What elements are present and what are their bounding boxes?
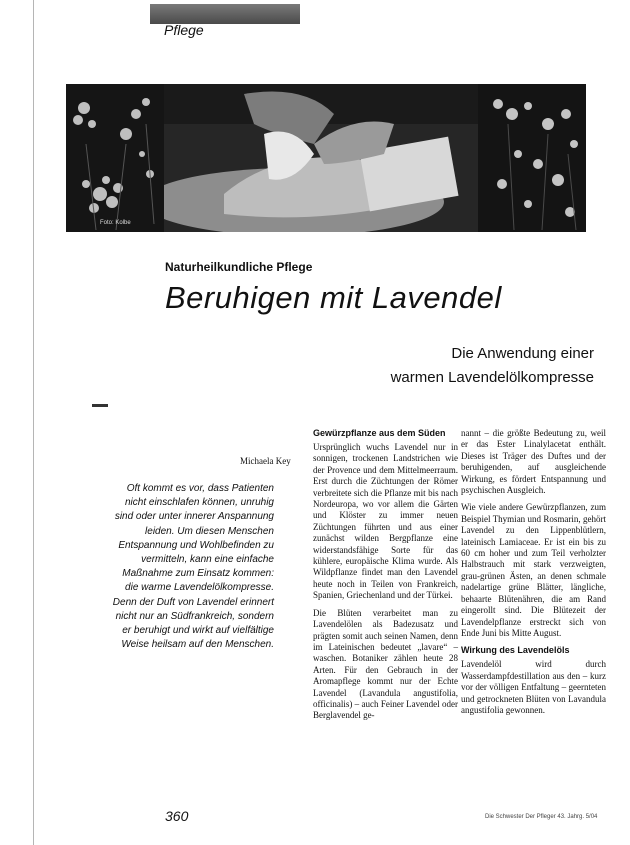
column-2-heading: Wirkung des Lavendelöls bbox=[461, 645, 570, 656]
article-kicker: Naturheilkundliche Pflege bbox=[165, 260, 313, 274]
scan-edge-line bbox=[33, 0, 34, 845]
article-author: Michaela Key bbox=[240, 456, 291, 466]
dash-mark-icon bbox=[92, 404, 108, 407]
article-lead: Oft kommt es vor, dass Patienten nicht einschlafen können, unruhig sind oder unter innerer Anspannung leiden. Um diesen Menschen Entspannung und Wohlbefinden zu vermitteln, kann eine einfache Maßnahme zum Einsatz kommen: die warme Lavendelölkompresse. Denn der Duft von Lavendel erinnert nicht nur an Südfrankreich, sondern er beruhigt und wirkt auf vielfältige Weise heilsam auf den Menschen. bbox=[112, 483, 274, 651]
page-number: 360 bbox=[165, 808, 189, 824]
column-1-paragraph-1: Ursprünglich wuchs Lavendel nur in sonnigen, trockenen Landstrichen wie der Provence und dem Mittelmeerraum. Erst durch die Züchtungen der Römer verbreitete sich die Pflanze mit bis nach Nordeuropa, wo vor allem die Gärten und Klöster zu immer neuen Züchtungen führten und aus einer zunächst wilden Bergpflanze eine widerstandsfähige Sorte für das kühlere, europäische Klima wurde. Als Wildpflanze findet man den Lavendel heute noch in Teilen von Frankreich, Spanien, Griechenland und der Türkei. bbox=[313, 442, 458, 601]
column-2-paragraph-1: nannt – die größte Bedeutung zu, weil er das Ester Linalylacetat enthält. Dieses ist Träger des Duftes und der beruhigenden, auf ausgleichende Wirkung, es fördert Entspannung und psychischen Ausgleich. bbox=[461, 428, 606, 496]
footer-source: Die Schwester Der Pfleger 43. Jahrg. 5/04 bbox=[485, 814, 598, 820]
photo-lavender-right bbox=[478, 84, 586, 232]
article-subtitle-line-2: warmen Lavendelölkompresse bbox=[390, 369, 594, 386]
article-column-1 bbox=[313, 428, 458, 728]
column-1-paragraph-2: Die Blüten verarbeitet man zu Lavendelölen als Badezusatz und prägten somit auch seinen Namen, denn im Lateinischen bedeutet „lavare“ – waschen. Botaniker zählen heute 28 Arten. Für den Gebrauch in der Aromapflege kommt nur der Echte Lavendel (Lavandula angustifolia, officinalis) – auch Feiner Lavendel oder Berglavendel ge- bbox=[313, 607, 458, 721]
article-subtitle bbox=[391, 342, 594, 390]
photo-compress-center bbox=[164, 84, 478, 232]
photo-credit: Foto: Kolbe bbox=[100, 220, 131, 226]
section-label: Pflege bbox=[164, 22, 204, 38]
column-2-paragraph-2: Wie viele andere Gewürzpflanzen, zum Beispiel Thymian und Rosmarin, gehört Lavendel zu den Lippenblütlern, lateinisch Lamiaceae. Er ist ein bis zu 60 cm hoher und zum Teil verholzter Halbstrauch mit stark verzweigten, grau-grünen Ästen, an denen schmale nadelartige grüne Blätter, längliche, behaarte Blütenähren, die am Rand eingerollt sind. Die Blütezeit der Lavendelpflanze erstreckt sich von Ende Juni bis Mitte August. bbox=[461, 502, 606, 638]
photo-lavender-left bbox=[66, 84, 164, 232]
column-2-paragraph-3: Lavendelöl wird durch Wasserdampfdestillation aus den – kurz vor der völligen Entfaltung – geernteten und getrockneten Blüten von Lavandula angustifolia gewonnen. bbox=[461, 659, 606, 715]
header-bar bbox=[150, 4, 300, 24]
article-title: Beruhigen mit Lavendel bbox=[165, 280, 502, 315]
column-1-heading: Gewürzpflanze aus dem Süden bbox=[313, 428, 446, 438]
article-column-2 bbox=[461, 428, 606, 722]
article-subtitle-line-1: Die Anwendung einer bbox=[451, 345, 594, 362]
